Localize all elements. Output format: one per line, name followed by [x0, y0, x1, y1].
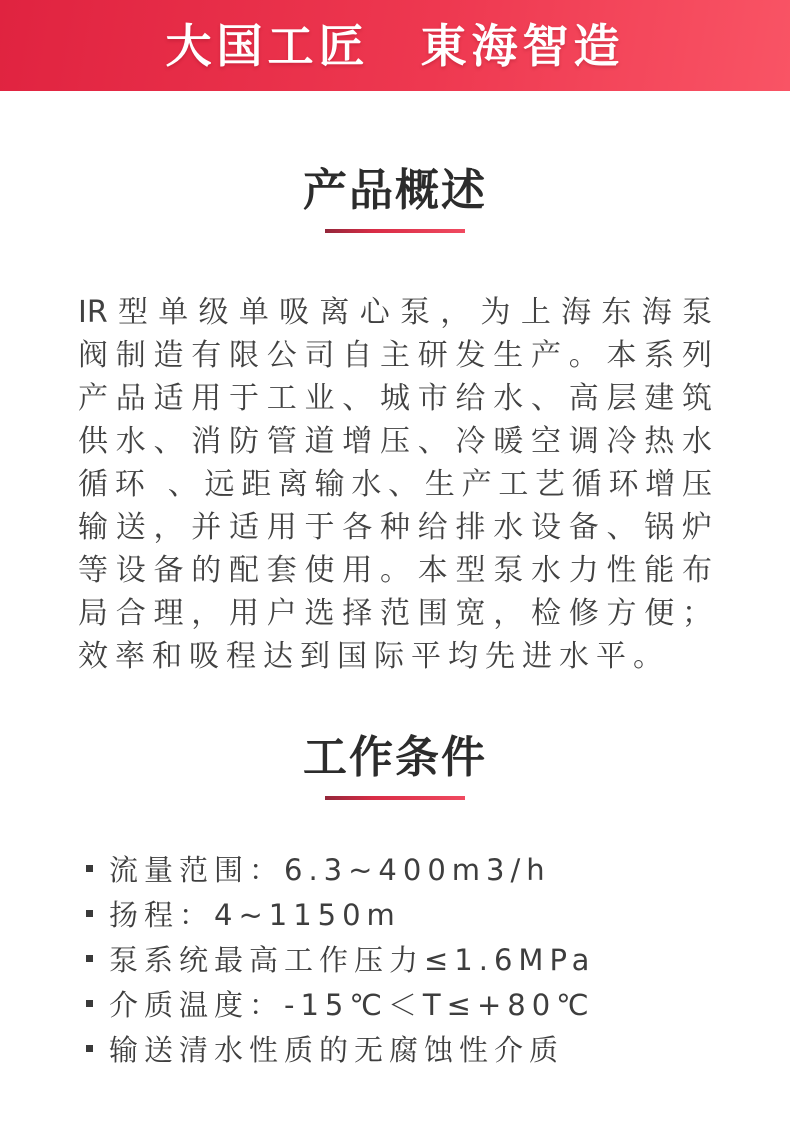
paragraph-line: 产品适用于工业、城市给水、高层建筑	[78, 381, 712, 416]
paragraph-line: 循环 、远距离输水、生产工艺循环增压	[78, 467, 712, 502]
conditions-heading: 工作条件	[303, 732, 487, 783]
paragraph-line: 效率和吸程达到国际平均先进水平。	[78, 639, 670, 674]
condition-item	[86, 846, 750, 891]
conditions-heading-underline	[325, 796, 465, 800]
condition-item	[86, 891, 750, 936]
square-bullet-icon	[86, 865, 93, 872]
paragraph-line: 供水、消防管道增压、冷暖空调冷热水	[78, 424, 712, 459]
condition-text: 输送清水性质的无腐蚀性介质	[109, 1033, 565, 1067]
condition-item	[86, 1026, 750, 1071]
paragraph-line: 局合理，用户选择范围宽，检修方便；	[78, 596, 712, 631]
paragraph-line: 阀制造有限公司自主研发生产。本系列	[78, 338, 712, 373]
conditions-list	[86, 846, 750, 1071]
condition-text: 介质温度：-15℃＜T≤+80℃	[109, 988, 595, 1022]
square-bullet-icon	[86, 955, 93, 962]
section-working-conditions	[0, 732, 790, 1071]
condition-text: 扬程：4~1150m	[109, 898, 401, 932]
paragraph-line: 等设备的配套使用。本型泵水力性能布	[78, 553, 712, 588]
paragraph-line: 输送，并适用于各种给排水设备、锅炉	[78, 510, 712, 545]
banner-title: 大国工匠 東海智造	[165, 18, 625, 73]
banner	[0, 0, 790, 91]
section-product-overview	[0, 165, 790, 678]
overview-heading: 产品概述	[303, 165, 487, 216]
condition-text: 流量范围：6.3~400m3/h	[109, 853, 551, 887]
square-bullet-icon	[86, 910, 93, 917]
square-bullet-icon	[86, 1045, 93, 1052]
overview-heading-underline	[325, 229, 465, 233]
condition-item	[86, 981, 750, 1026]
condition-text: 泵系统最高工作压力≤1.6MPa	[109, 943, 596, 977]
paragraph-line: IR型单级单吸离心泵，为上海东海泵	[78, 295, 712, 330]
condition-item	[86, 936, 750, 981]
square-bullet-icon	[86, 1000, 93, 1007]
overview-paragraph	[78, 291, 712, 678]
